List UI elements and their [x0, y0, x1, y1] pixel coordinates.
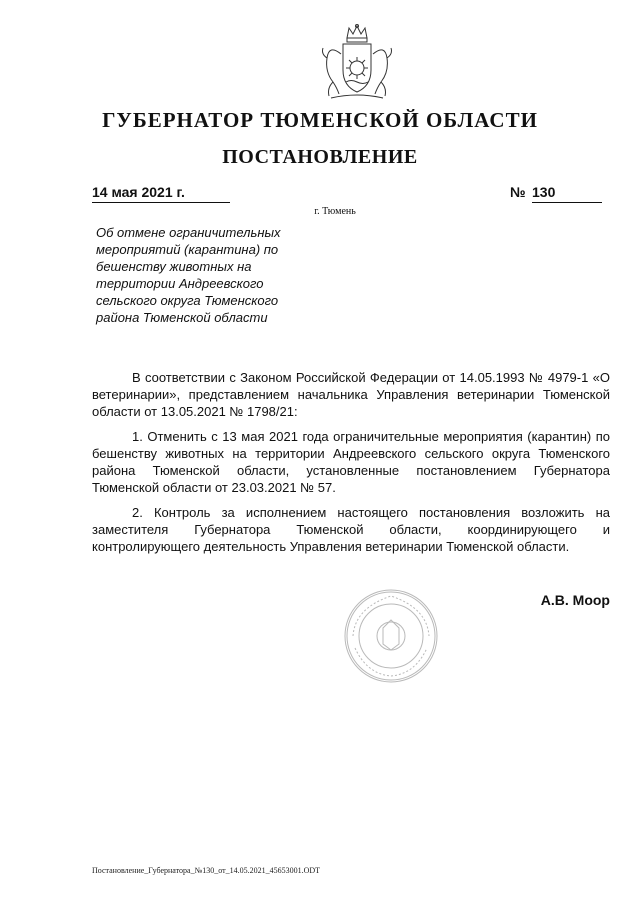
signatory-name: А.В. Моор — [540, 592, 610, 608]
document-number: 130 — [532, 185, 602, 203]
city: г. Тюмень — [314, 206, 356, 217]
authority-title: ГУБЕРНАТОР ТЮМЕНСКОЙ ОБЛАСТИ — [102, 108, 538, 132]
document-subject: Об отмене ограничительных мероприятий (карантина) по бешенству животных на территории Андреевского сельского округа Тюменского района Тюменской области — [96, 225, 281, 325]
body-paragraph: В соответствии с Законом Российской Федерации от 14.05.1993 № 4979-1 «О ветеринарии», представлением начальника Управления ветеринарии Тюменской области от 13.05.2021 № 1798/21: — [92, 370, 610, 419]
file-name-footer: Постановление_Губернатора_№130_от_14.05.2021_45653001.ODT — [92, 866, 321, 875]
number-label: № — [510, 184, 526, 200]
document-type: ПОСТАНОВЛЕНИЕ — [222, 146, 418, 168]
body-paragraph: 2. Контроль за исполнением настоящего постановления возложить на заместителя Губернатора Тюменской области, координирующего и контролирующего деятельность Управления ветеринарии Тюменской области. — [92, 505, 610, 554]
official-seal-icon — [343, 588, 439, 684]
tyumen-coat-of-arms-icon — [309, 24, 405, 102]
document-body — [92, 369, 610, 563]
document-date: 14 мая 2021 г. — [92, 185, 230, 203]
body-paragraph: 1. Отменить с 13 мая 2021 года ограничительные мероприятия (карантин) по бешенству животных на территории Андреевского сельского округа Тюменского района Тюменской области, установленные постановлением Губернатора Тюменской области от 23.03.2021 № 57. — [92, 429, 610, 495]
